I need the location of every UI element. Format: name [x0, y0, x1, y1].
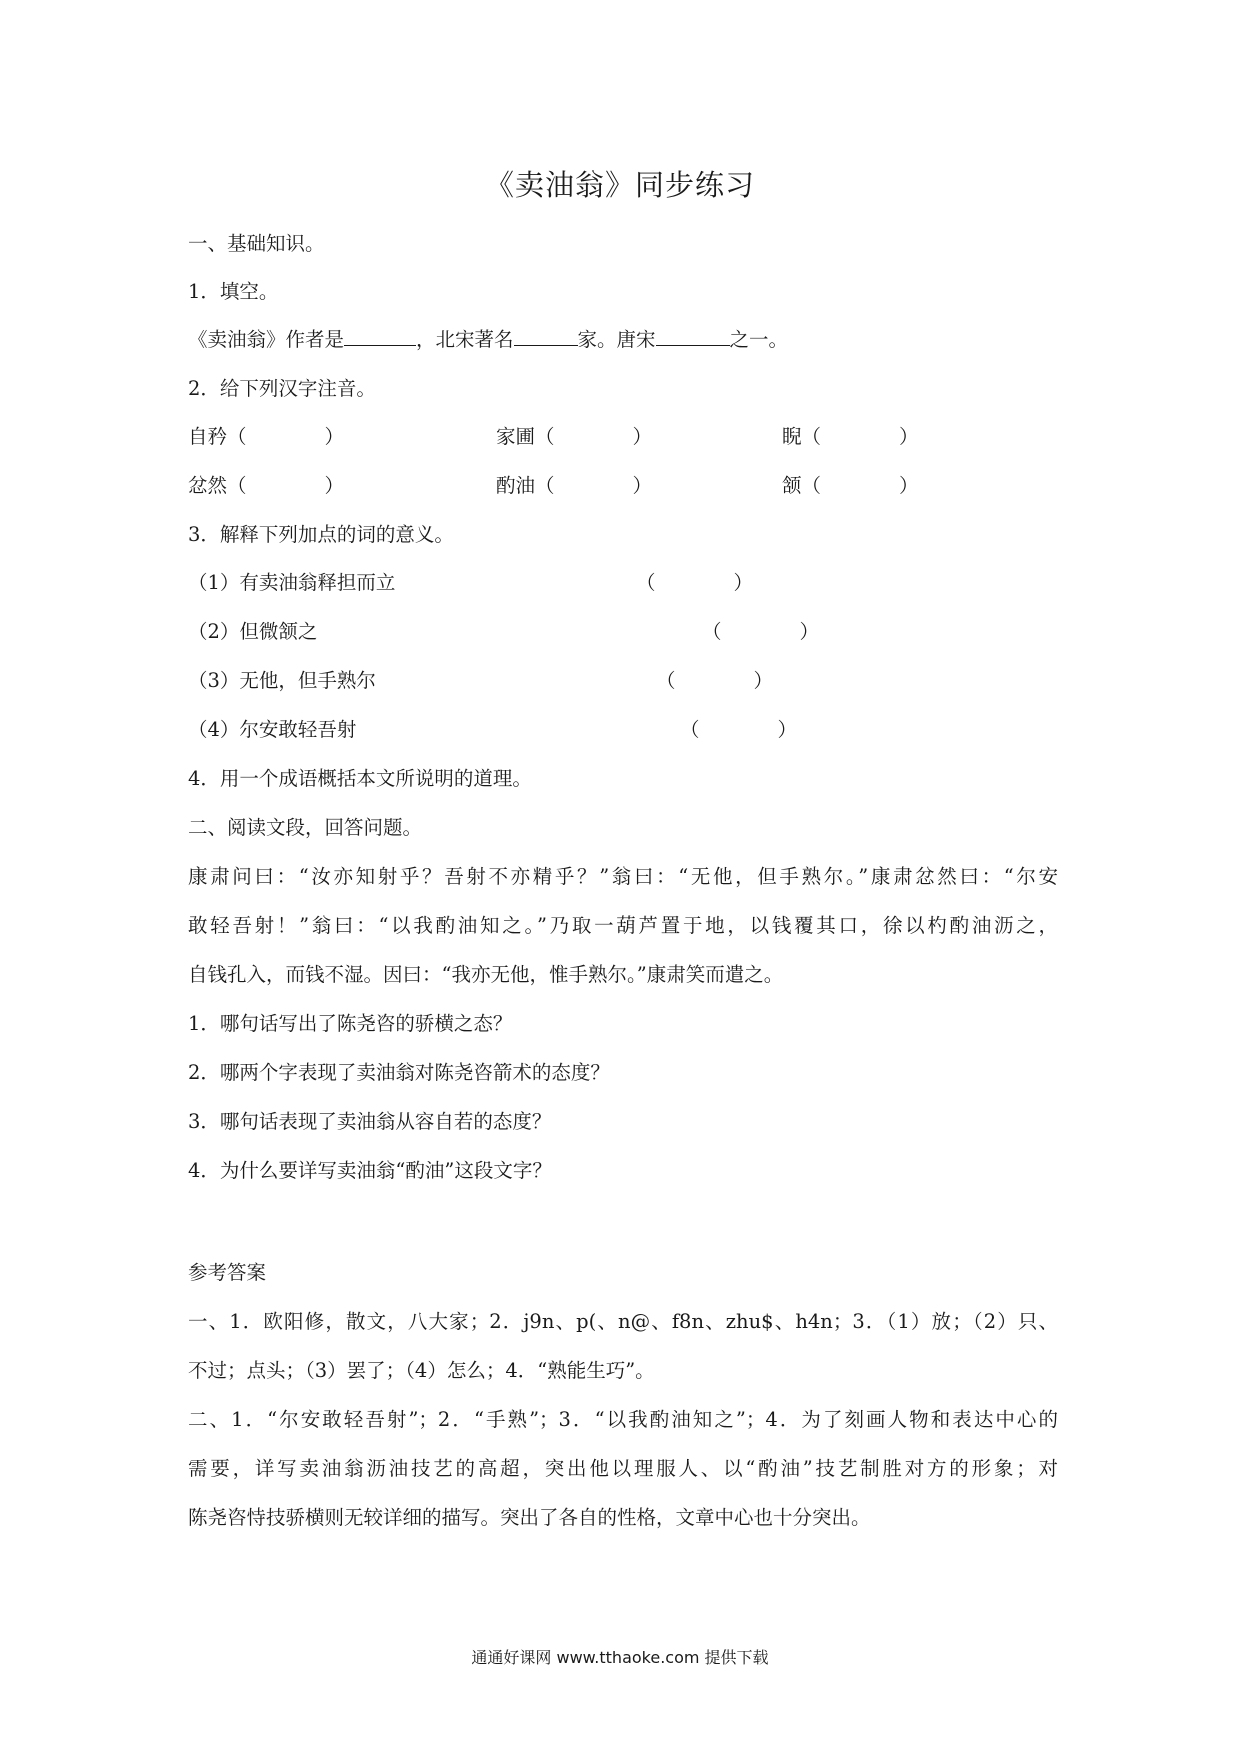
question-1-fill-blank: [188, 324, 788, 352]
reading-question: 1．哪句话写出了陈尧咨的骄横之态？: [188, 1012, 513, 1035]
fill-text-3: 家。唐宋: [577, 328, 656, 351]
pinyin-item: 颔（ ）: [782, 474, 919, 497]
answer-line: 需要，详写卖油翁沥油技艺的高超，突出他以理服人、以“酌油”技艺制胜对方的形象；对: [188, 1457, 1058, 1480]
question-4-label: 4．用一个成语概括本文所说明的道理。: [188, 767, 532, 790]
pinyin-item: 忿然（ ）: [188, 474, 345, 497]
answer-line: 一、1．欧阳修，散文，八大家；2．j9n、p(、n@、f8n、zhu$、h4n；3．（1）放；（2）只、: [188, 1310, 1058, 1333]
answer-line: 陈尧咨恃技骄横则无较详细的描写。突出了各自的性格，文章中心也十分突出。: [188, 1506, 871, 1529]
definition-answer-parens[interactable]: （ ）: [636, 571, 754, 594]
reading-question: 2．哪两个字表现了卖油翁对陈尧咨箭术的态度？: [188, 1061, 610, 1084]
page-footer: 通通好课网 www.tthaoke.com 提供下载: [471, 1648, 769, 1667]
fill-text-4: 之一。: [729, 328, 789, 351]
fill-text-2: ，北宋著名: [416, 328, 514, 351]
definition-item: （3）无他，但手熟尔: [188, 669, 376, 692]
answer-line: 不过；点头；（3）罢了；（4）怎么；4．“熟能生巧”。: [188, 1359, 655, 1382]
definition-item: （1）有卖油翁释担而立: [188, 571, 396, 594]
pinyin-item: 酌油（ ）: [496, 474, 653, 497]
section-heading-reading: 二、阅读文段，回答问题。: [188, 816, 423, 839]
fill-text-1: 《卖油翁》作者是: [188, 328, 345, 351]
definition-answer-parens[interactable]: （ ）: [702, 620, 820, 643]
passage-line: 自钱孔入，而钱不湿。因曰：“我亦无他，惟手熟尔。”康肃笑而遣之。: [188, 963, 784, 986]
passage-line: 敢轻吾射！”翁曰：“以我酌油知之。”乃取一葫芦置于地，以钱覆其口，徐以杓酌油沥之，: [188, 914, 1058, 937]
definition-answer-parens[interactable]: （ ）: [656, 669, 774, 692]
question-3-label: 3．解释下列加点的词的意义。: [188, 523, 454, 546]
reading-question: 3．哪句话表现了卖油翁从容自若的态度？: [188, 1110, 552, 1133]
answers-heading: 参考答案: [188, 1261, 267, 1284]
question-2-label: 2．给下列汉字注音。: [188, 377, 376, 400]
answer-blank-author[interactable]: [344, 326, 416, 346]
section-heading-basics: 一、基础知识。: [188, 232, 325, 255]
reading-question: 4．为什么要详写卖油翁“酌油”这段文字？: [188, 1159, 552, 1182]
pinyin-item: 睨（ ）: [782, 425, 919, 448]
definition-item: （2）但微颔之: [188, 620, 318, 643]
pinyin-item: 家圃（ ）: [496, 425, 653, 448]
answer-blank-genre[interactable]: [514, 326, 578, 346]
passage-line: 康肃问曰：“汝亦知射乎？吾射不亦精乎？”翁曰：“无他，但手熟尔。”康肃忿然曰：“尔安: [188, 865, 1058, 888]
answer-blank-group[interactable]: [656, 326, 730, 346]
answer-line: 二、1．“尔安敢轻吾射”；2．“手熟”；3．“以我酌油知之”；4．为了刻画人物和表达中心的: [188, 1408, 1058, 1431]
definition-item: （4）尔安敢轻吾射: [188, 718, 357, 741]
page-title: 《卖油翁》同步练习: [484, 168, 755, 202]
definition-answer-parens[interactable]: （ ）: [680, 718, 798, 741]
pinyin-item: 自矜（ ）: [188, 425, 345, 448]
question-1-label: 1．填空。: [188, 280, 279, 303]
